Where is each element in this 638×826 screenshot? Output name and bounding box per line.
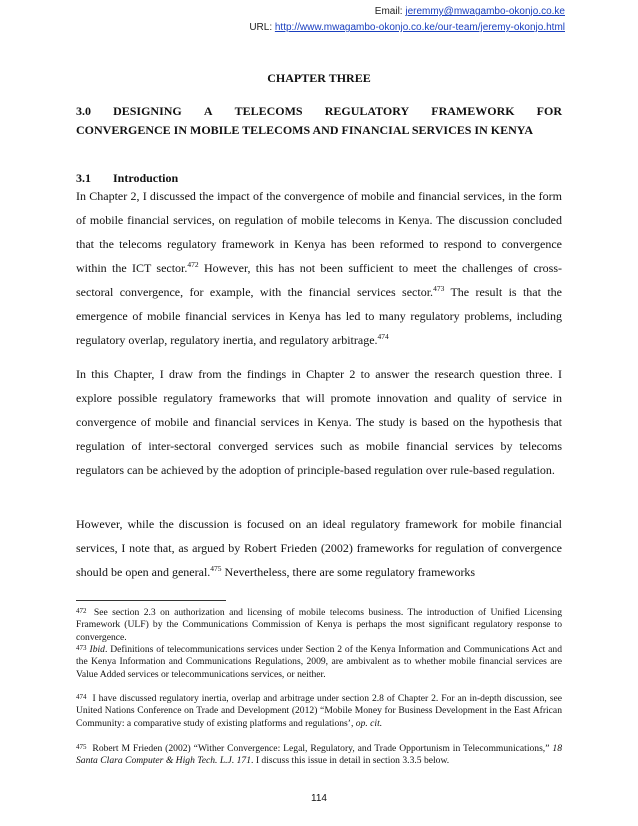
subsection-number: 3.1 <box>76 171 91 185</box>
footnote-text: . I discuss this issue in detail in section 3.3.5 below. <box>251 755 450 767</box>
footnote-text: I have discussed regulatory inertia, overlap and arbitrage under section 2.8 of Chapter 2. For an in-depth discussion, see United Nations Conference on Trade and Development (2012) “Mobile Money for Business Development in the East African Community: a comparative study of existing platforms and regulations’, <box>76 693 562 729</box>
footnote-ibid: Ibid <box>89 644 105 655</box>
footnote-journal: 18 Santa Clara Computer & High Tech. L.J. 171 <box>76 743 562 767</box>
heading-word: DESIGNING <box>113 104 182 118</box>
footnote-472 <box>76 605 562 644</box>
paragraph-text: However, while the discussion is focused on an ideal regulatory framework for mobile financial services, I note that, as argued by Robert Frieden (2002) frameworks for regulation of convergence should be open and general. <box>76 517 562 579</box>
paragraph-1 <box>76 184 562 352</box>
heading-word: 3.0 <box>76 104 91 118</box>
heading-word: REGULATORY <box>324 104 410 118</box>
footnote-opcit: op. cit. <box>355 717 383 729</box>
paragraph-text: Nevertheless, there are some regulatory frameworks <box>221 565 476 579</box>
footnote-ref[interactable]: 472 <box>187 260 199 269</box>
footnote-475 <box>76 741 562 768</box>
heading-word: FRAMEWORK <box>431 104 515 118</box>
url-link[interactable]: http://www.mwagambo-okonjo.co.ke/our-team/jeremy-okonjo.html <box>274 22 565 33</box>
section-heading <box>76 102 562 140</box>
email-label: Email: <box>374 6 406 17</box>
chapter-title: CHAPTER THREE <box>267 71 371 85</box>
author-email-line <box>375 6 565 17</box>
footnote-number: 472 <box>76 607 87 615</box>
footnote-text: See section 2.3 on authorization and licensing of mobile telecoms business. The introduction of Unified Licensing Framework (ULF) by the Communications Commission of Kenya is perhaps the most significant regulatory response to convergence. <box>76 607 562 643</box>
url-label: URL: <box>249 22 275 33</box>
footnote-number: 473 <box>76 644 87 652</box>
paragraph-text: In Chapter 2, I discussed the impact of the convergence of mobile and financial services, in the form of mobile financial services, on regulation of mobile telecoms in Kenya. The discussion concluded that the telecoms regulatory framework in Kenya has been reformed to respond to convergence within the ICT sector. <box>76 189 562 275</box>
author-url-line <box>249 22 565 33</box>
footnote-473 <box>76 642 562 681</box>
footnote-ref[interactable]: 474 <box>377 332 389 341</box>
paragraph-3 <box>76 512 562 584</box>
footnote-number: 475 <box>76 743 87 751</box>
section-heading-line1 <box>76 102 562 121</box>
footnote-text: . Definitions of telecommunications services under Section 2 of the Kenya Information and Communications Act and the Kenya Information and Communications Regulations, 2009, are ambivalent as to whether mobile financial services are Value Added services or telecommunications services, or neither. <box>76 644 562 680</box>
footnote-divider <box>76 600 226 601</box>
footnote-474 <box>76 691 562 730</box>
page-number: 114 <box>311 793 327 804</box>
heading-word: TELECOMS <box>234 104 303 118</box>
paragraph-text: However, this has not been sufficient to meet the challenges of cross-sectoral convergence, for example, with the financial services sector. <box>76 261 562 299</box>
footnote-number: 474 <box>76 693 87 701</box>
footnote-ref[interactable]: 473 <box>433 284 445 293</box>
subsection-title: Introduction <box>113 171 179 185</box>
paragraph-2: In this Chapter, I draw from the findings in Chapter 2 to answer the research question three. I explore possible regulatory frameworks that will promote innovation and quality of service in convergence of mobile and financial services in Kenya. The study is based on the hypothesis that regulation of inter-sectoral converged services such as mobile financial services by telecoms regulators can be achieved by the adoption of principle-based regulation over rule-based regulation. <box>76 367 562 477</box>
heading-word: A <box>203 104 213 118</box>
footnote-text: Robert M Frieden (2002) “Wither Convergence: Legal, Regulatory, and Trade Opportunism in Telecommunications,” <box>89 743 553 754</box>
heading-word: FOR <box>536 104 562 118</box>
email-link[interactable]: jeremmy@mwagambo-okonjo.co.ke <box>405 6 565 17</box>
footnote-ref[interactable]: 475 <box>210 564 222 573</box>
paragraph-text: The result is that the emergence of mobile financial services in Kenya has led to many regulatory problems, including regulatory overlap, regulatory inertia, and regulatory arbitrage. <box>76 285 562 347</box>
section-heading-line2: CONVERGENCE IN MOBILE TELECOMS AND FINANCIAL SERVICES IN KENYA <box>76 123 534 137</box>
